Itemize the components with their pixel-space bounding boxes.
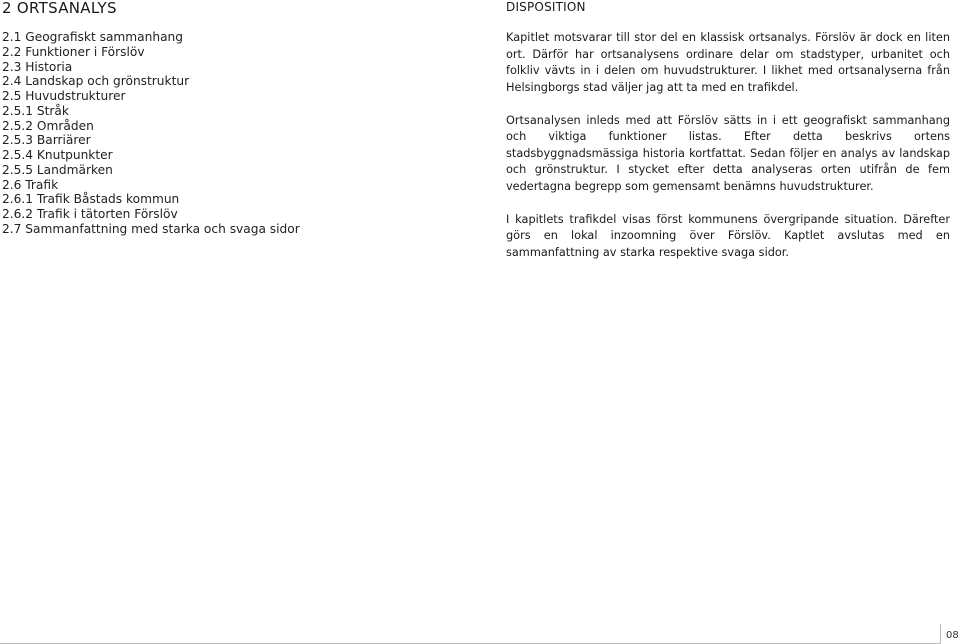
page-frame-corner bbox=[940, 624, 941, 644]
toc-item: 2.5.2 Områden bbox=[2, 118, 94, 133]
toc-item: 2.5.5 Landmärken bbox=[2, 162, 113, 177]
toc-item: 2.6 Trafik bbox=[2, 177, 59, 192]
toc-item: 2.5 Huvudstrukturer bbox=[2, 89, 126, 103]
section-heading: DISPOSITION bbox=[506, 0, 586, 14]
toc-item: 2.6.1 Trafik Båstads kommun bbox=[2, 192, 180, 207]
page-number: 08 bbox=[946, 630, 959, 641]
toc-item: 2.4 Landskap och grönstruktur bbox=[2, 74, 190, 89]
toc-item: 2.7 Sammanfattning med starka och svaga sidor bbox=[2, 221, 300, 236]
body-paragraph: Kapitlet motsvarar till stor del en klassisk ortsanalys. Förslöv är dock en liten ort. Därför har ortsanalysens ordinare delar om stadstyper, urbanitet och folkliv vävts in i delen om huvudstrukturer. I likhet med ortsanalyserna från Helsingborgs stad väljer jag att ta med en trafikdel. bbox=[506, 31, 950, 94]
chapter-title: 2 ORTSANALYS bbox=[2, 0, 117, 17]
toc-item: 2.6.2 Trafik i tätorten Förslöv bbox=[2, 207, 178, 221]
toc-item: 2.5.3 Barriärer bbox=[2, 133, 91, 148]
table-of-contents bbox=[2, 30, 300, 237]
toc-item: 2.5.4 Knutpunkter bbox=[2, 148, 113, 162]
disposition-section bbox=[506, 0, 950, 278]
toc-item: 2.1 Geografiskt sammanhang bbox=[2, 30, 184, 44]
toc-item: 2.5.1 Stråk bbox=[2, 103, 69, 118]
body-paragraph: I kapitlets trafikdel visas först kommunens övergripande situation. Därefter görs en lokal inzoomning över Förslöv. Kaptlet avslutas med en sammanfattning av starka respektive svaga sidor. bbox=[506, 212, 950, 259]
toc-item: 2.2 Funktioner i Förslöv bbox=[2, 44, 145, 59]
toc-item: 2.3 Historia bbox=[2, 59, 73, 74]
body-paragraph: Ortsanalysen inleds med att Förslöv sätts in i ett geografiskt sammanhang och viktiga funktioner listas. Efter detta beskrivs ortens stadsbyggnadsmässiga historia kortfattat. Sedan följer en analys av landskap och grönstruktur. I stycket efter detta analyseras orten utifrån de fem vedertagna begrepp som gemensamt benämns huvudstrukturer. bbox=[506, 113, 950, 193]
